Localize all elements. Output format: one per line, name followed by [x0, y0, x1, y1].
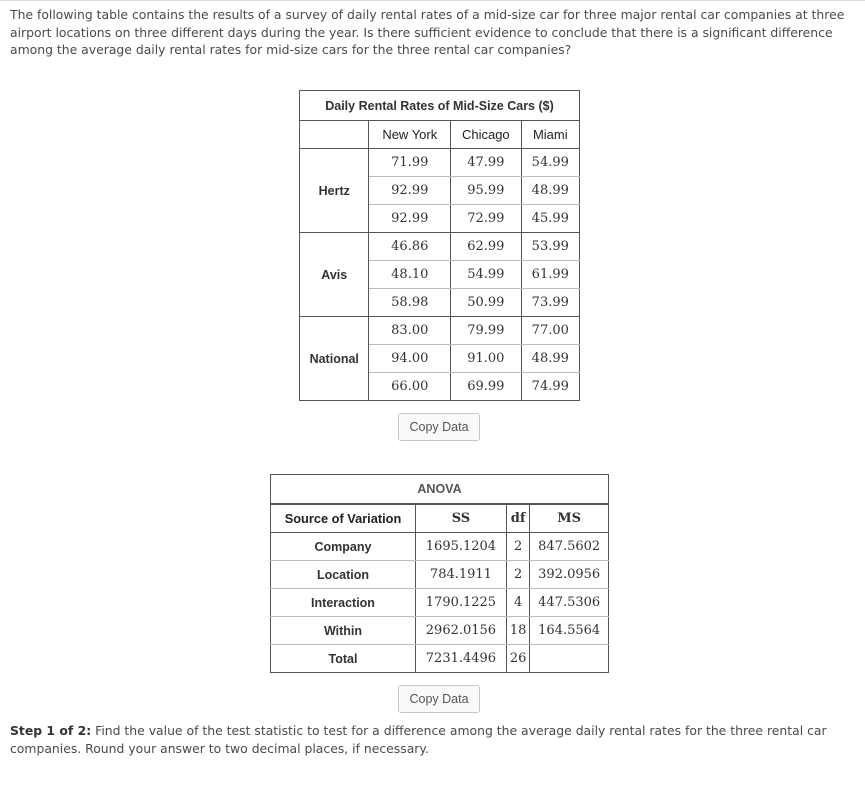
- table-row: [271, 645, 609, 673]
- table-cell: 72.99: [451, 205, 522, 233]
- table-cell: 1790.1225: [416, 589, 507, 617]
- rental-table-caption: Daily Rental Rates of Mid-Size Cars ($): [300, 91, 580, 121]
- copy-anova-data-button[interactable]: Copy Data: [398, 685, 480, 713]
- table-cell: 45.99: [521, 205, 579, 233]
- table-cell: 53.99: [521, 233, 579, 261]
- table-cell: 50.99: [451, 289, 522, 317]
- column-header-new-york: New York: [369, 121, 451, 149]
- table-cell: 54.99: [521, 149, 579, 177]
- table-cell: 94.00: [369, 345, 451, 373]
- step-instruction: [10, 722, 860, 757]
- table-cell: 69.99: [451, 373, 522, 401]
- source-label: Location: [271, 561, 416, 589]
- table-cell: 2962.0156: [416, 617, 507, 645]
- source-label: Company: [271, 533, 416, 561]
- source-label: Total: [271, 645, 416, 673]
- table-row: [271, 617, 609, 645]
- table-cell: 48.99: [521, 345, 579, 373]
- table-row: [300, 233, 580, 261]
- table-cell: 79.99: [451, 317, 522, 345]
- table-row: [271, 561, 609, 589]
- table-cell: 48.10: [369, 261, 451, 289]
- source-label: Within: [271, 617, 416, 645]
- table-cell: 392.0956: [530, 561, 609, 589]
- rental-rates-table: [299, 90, 580, 401]
- column-header-ms: MS: [530, 504, 609, 533]
- table-cell: 4: [506, 589, 529, 617]
- table-cell: 18: [506, 617, 529, 645]
- top-divider: [0, 0, 865, 1]
- table-cell: 784.1911: [416, 561, 507, 589]
- question-text: The following table contains the results of a survey of daily rental rates of a mid-size car for three major rental car companies at three airport locations on three different days during the year. Is there sufficient evidence to conclude that there is a significant difference among the average daily rental rates for mid-size cars for the three rental car companies?: [10, 7, 845, 57]
- column-header-df: df: [506, 504, 529, 533]
- table-cell: 92.99: [369, 177, 451, 205]
- table-cell: 66.00: [369, 373, 451, 401]
- table-cell: 2: [506, 561, 529, 589]
- table-cell: 2: [506, 533, 529, 561]
- table-cell: 164.5564: [530, 617, 609, 645]
- step-text: Find the value of the test statistic to test for a difference among the average daily rental rates for the three rental car companies. Round your answer to two decimal places, if necessary.: [10, 723, 827, 756]
- corner-cell: [300, 121, 369, 149]
- table-cell: 54.99: [451, 261, 522, 289]
- table-cell: 47.99: [451, 149, 522, 177]
- table-cell: 95.99: [451, 177, 522, 205]
- table-cell: 61.99: [521, 261, 579, 289]
- table-row: [300, 149, 580, 177]
- table-cell: 62.99: [451, 233, 522, 261]
- column-header-miami: Miami: [521, 121, 579, 149]
- table-row: [300, 317, 580, 345]
- anova-table: [270, 474, 609, 673]
- table-cell: 73.99: [521, 289, 579, 317]
- table-cell: 26: [506, 645, 529, 673]
- row-header-avis: Avis: [300, 233, 369, 317]
- column-header-chicago: Chicago: [451, 121, 522, 149]
- table-cell: [530, 645, 609, 673]
- table-row: [271, 589, 609, 617]
- column-header-ss: SS: [416, 504, 507, 533]
- table-row: [271, 533, 609, 561]
- table-cell: 74.99: [521, 373, 579, 401]
- table-cell: 83.00: [369, 317, 451, 345]
- row-header-hertz: Hertz: [300, 149, 369, 233]
- column-header-source: Source of Variation: [271, 504, 416, 533]
- table-cell: 46.86: [369, 233, 451, 261]
- copy-rental-data-button[interactable]: Copy Data: [398, 413, 480, 441]
- table-cell: 847.5602: [530, 533, 609, 561]
- table-cell: 71.99: [369, 149, 451, 177]
- table-cell: 77.00: [521, 317, 579, 345]
- table-cell: 1695.1204: [416, 533, 507, 561]
- table-cell: 48.99: [521, 177, 579, 205]
- step-label: Step 1 of 2:: [10, 723, 92, 738]
- anova-table-caption: ANOVA: [271, 475, 609, 505]
- table-cell: 91.00: [451, 345, 522, 373]
- row-header-national: National: [300, 317, 369, 401]
- table-cell: 7231.4496: [416, 645, 507, 673]
- table-cell: 447.5306: [530, 589, 609, 617]
- table-cell: 58.98: [369, 289, 451, 317]
- source-label: Interaction: [271, 589, 416, 617]
- table-cell: 92.99: [369, 205, 451, 233]
